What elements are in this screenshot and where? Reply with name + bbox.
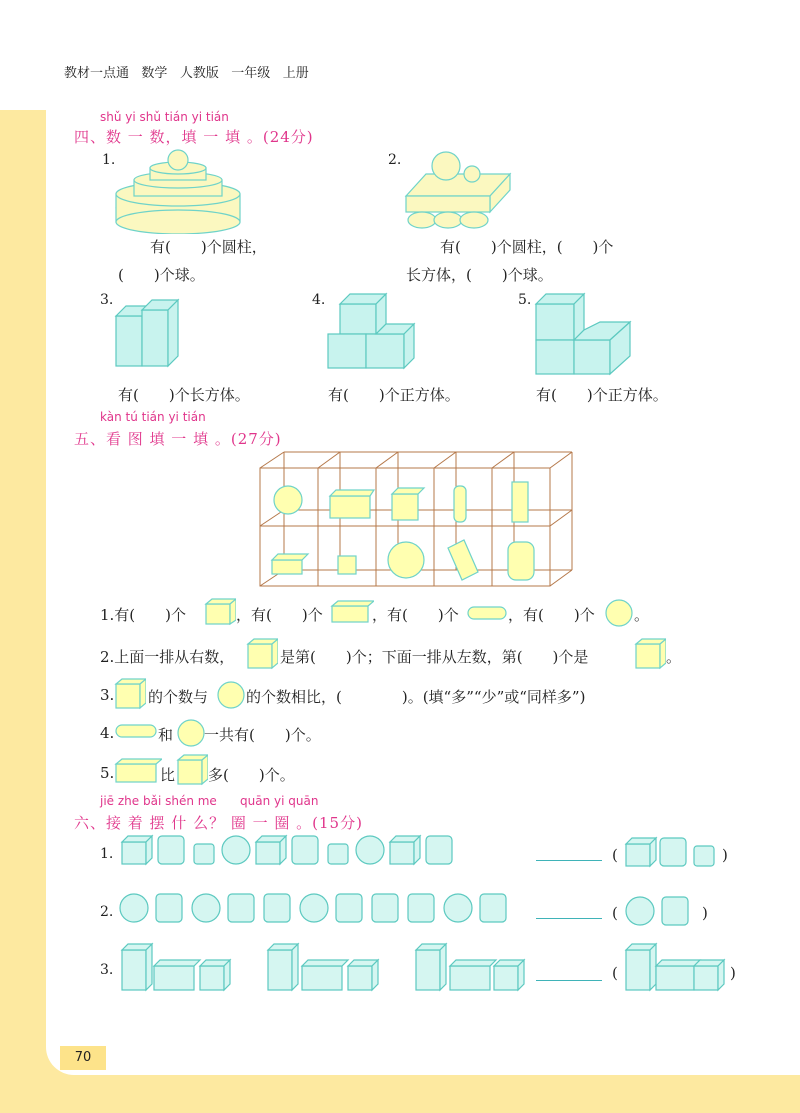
header-edition: 人教版 [179,66,219,81]
sec4-q2-number: 2. [388,152,402,168]
sec5-q5-b: 比 [160,766,176,784]
sec6-q1-paren-open: ( [612,846,618,864]
sec5-q1-a: 1.有( )个 [100,606,187,624]
sec4-q1-line1: 有( )个圆柱， [150,238,267,256]
answer-line-2[interactable] [536,918,602,919]
lying-cylinder-icon [114,722,158,740]
sec5-q1-c: ，有( )个 [372,606,459,624]
sec5-q2-b: 是第( )个；下面一排从左数，第( )个是 [280,648,589,666]
answer-line-1[interactable] [536,860,602,861]
sec6-q2-number: 2. [100,904,114,920]
pattern-row-3 [118,940,530,992]
sec6-q3-number: 3. [100,962,114,978]
cuboids-picture [112,296,192,370]
sec4-q1-line2: ( )个球。 [118,266,205,284]
sec6-q3-paren-close: ) [730,964,736,982]
cuboid-icon [114,758,162,784]
header-term: 上册 [282,66,309,81]
sec5-q1 [100,604,186,625]
sec5-q3-b: 的个数与 [148,688,209,706]
sec5-q1-b: ，有( )个 [236,606,323,624]
sec6-q1-number: 1. [100,846,114,862]
cube-stack-picture-4 [324,292,416,372]
sec4-q3-text: 有( )个长方体。 [118,386,250,404]
cuboid-icon [330,600,374,624]
sec4-q5-number: 5. [518,292,532,308]
cube-icon [204,598,236,626]
sec6-q2-paren-open: ( [612,904,618,922]
header-subject: 数学 [141,66,168,81]
sec6-pinyin-a: jiē zhe bǎi shén me [100,794,217,808]
sec5-q3-a: 3. [100,686,115,704]
sec5-q1-e: 。 [634,606,650,624]
pattern-row-2 [116,890,512,926]
sec6-title: 六、接 着 摆 什 么？ 圈 一 圈 。(15分) [74,814,363,832]
header-grade: 一年级 [231,66,271,81]
tank-picture [402,148,514,230]
sec6-q1-paren-close: ) [722,846,728,864]
cube-icon [176,754,208,786]
sec5-q3-c: 的个数相比，( )。(填“多”“少”或“同样多”) [246,688,586,706]
sphere-icon [216,680,246,710]
pattern-row-1 [118,832,458,868]
sec5-q1-d: ，有( )个 [508,606,595,624]
sec5-q5-c: 多( )个。 [208,766,295,784]
sec6-q3-paren-open: ( [612,964,618,982]
cube-icon [246,638,278,670]
sec4-title: 四、数 一 数，填 一 填 。(24分) [74,128,314,146]
sec5-pinyin: kàn tú tián yi tián [100,410,206,424]
answer-line-3[interactable] [536,980,602,981]
sec4-q5-text: 有( )个正方体。 [536,386,668,404]
page-number: 70 [60,1046,106,1070]
sec4-q2-line2: 长方体，( )个球。 [406,266,553,284]
cake-stack-picture [110,148,250,234]
cube-stack-picture-5 [530,292,640,376]
sec4-pinyin: shǔ yi shǔ tián yi tián [100,110,229,124]
sec4-q2-line1: 有( )个圆柱，( )个 [440,238,614,256]
book-header [64,62,309,81]
choice-row-3 [622,940,730,992]
cube-icon [114,678,146,710]
header-book: 教材一点通 [64,66,130,81]
sec4-q1-number: 1. [102,152,116,168]
choice-row-1 [622,836,722,870]
sec5-q5-a: 5. [100,764,115,782]
cube-icon [634,638,666,670]
lying-cylinder-icon [466,604,510,622]
sec4-q4-text: 有( )个正方体。 [328,386,460,404]
choice-row-2 [624,894,694,928]
sec5-q4-c: 一共有( )个。 [204,726,321,744]
sec4-q4-number: 4. [312,292,326,308]
sec4-q3-number: 3. [100,292,114,308]
sec5-title: 五、看 图 填 一 填 。(27分) [74,430,282,448]
sec5-q4-b: 和 [158,726,174,744]
sec5-q2-a: 2.上面一排从右数， [100,648,235,666]
shelf-grid-picture [256,448,576,590]
sec5-q4-a: 4. [100,724,115,742]
sec6-pinyin-b: quān yi quān [240,794,319,808]
sphere-icon [604,598,634,628]
sec5-q2-c: 。 [666,648,682,666]
sec6-q2-paren-close: ) [702,904,708,922]
sphere-icon [176,718,206,748]
